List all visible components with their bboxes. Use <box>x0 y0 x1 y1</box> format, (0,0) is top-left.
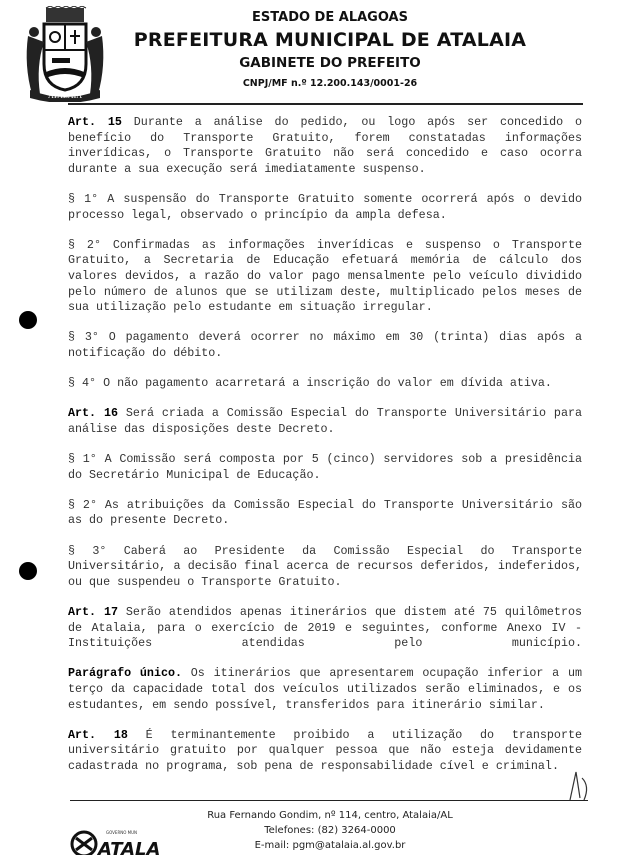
line-text: § 1° A Comissão será composta por 5 (cinco) servidores sob a presidência <box>68 452 582 467</box>
line-text: de Atalaia, para o exercício de 2019 e seguintes, conforme Anexo IV - <box>68 620 582 635</box>
punch-hole <box>19 562 37 580</box>
text-line <box>68 452 582 468</box>
paragraph <box>68 238 582 316</box>
article-lead: Parágrafo único. <box>68 666 182 681</box>
text-line <box>68 285 582 301</box>
article-art-16 <box>68 406 582 437</box>
text-line <box>68 559 582 575</box>
line-text: benefício do Transporte Gratuito, forem constatadas informações <box>68 130 582 145</box>
text-line <box>68 406 582 422</box>
document-body <box>68 115 582 789</box>
text-line <box>68 253 582 269</box>
line-text: § 3° O pagamento deverá ocorrer no máximo em 30 (trinta) dias após a <box>68 330 582 345</box>
line-text: É terminantemente proibido a utilização do transporte <box>127 727 582 742</box>
line-text: Serão atendidos apenas itinerários que distem até 75 quilômetros <box>118 605 582 619</box>
footer-government-logo <box>70 826 160 855</box>
footer-email: E-mail: pgm@atalaia.al.gov.br <box>254 840 406 851</box>
paragraph <box>68 192 582 223</box>
footer-divider <box>70 800 588 801</box>
line-text: inverídicas, o Transporte Gratuito não será concedido e caso ocorra <box>68 146 582 161</box>
logo-text: ATALAIA <box>47 91 83 100</box>
paragraph <box>68 544 582 591</box>
paragraph <box>68 498 582 529</box>
text-line <box>68 575 582 591</box>
cnpj-number: CNPJ/MF n.º 12.200.143/0001-26 <box>242 78 418 89</box>
punch-hole <box>19 311 37 329</box>
text-line <box>68 115 582 131</box>
line-text: § 1° A suspensão do Transporte Gratuito somente ocorrerá após o devido <box>68 191 582 206</box>
text-line <box>68 376 582 392</box>
text-line <box>68 666 582 682</box>
line-text: terço da capacidade total dos veículos utilizados serão eliminados, e os <box>68 681 582 696</box>
article-lead: Art. 18 <box>68 727 128 742</box>
text-line <box>68 131 582 147</box>
article-art-15 <box>68 115 582 177</box>
article-lead: Art. 17 <box>68 605 118 619</box>
text-line <box>68 682 582 698</box>
line-text: as do presente Decreto. <box>68 513 230 528</box>
text-line <box>68 330 582 346</box>
line-text: § 2° Confirmadas as informações inverídicas e suspenso o Transporte <box>68 237 582 252</box>
text-line <box>68 238 582 254</box>
line-text: ou que suspendeu o Transporte Gratuito. <box>68 574 342 589</box>
prefecture-title: PREFEITURA MUNICIPAL DE ATALAIA <box>133 29 527 51</box>
line-text: § 4° O não pagamento acarretará a inscrição do valor em dívida ativa. <box>68 376 552 391</box>
coat-of-arms-logo <box>22 6 108 102</box>
text-line <box>68 300 582 316</box>
line-text: processo legal, observado o princípio da ampla defesa. <box>68 207 447 222</box>
line-text: Os itinerários que apresentarem ocupação inferior a um <box>182 666 582 681</box>
text-line <box>68 162 582 178</box>
text-line <box>68 422 582 438</box>
article-lead: Art. 16 <box>68 406 118 421</box>
line-text: Gratuito, a Secretaria de Educação efetuará memória de cálculo dos <box>68 253 582 268</box>
text-line <box>68 346 582 362</box>
paragraph <box>68 330 582 361</box>
line-text: Universitário, a decisão final acerca de recursos deferidos, indeferidos, <box>68 559 582 574</box>
office-title: GABINETE DO PREFEITO <box>239 55 421 71</box>
line-text: Será criada a Comissão Especial do Transporte Universitário para <box>118 406 582 421</box>
line-text: valores devidos, a razão do valor pago mensalmente pelo veículo dividido <box>68 268 582 283</box>
text-line <box>68 208 582 224</box>
text-line <box>68 605 582 621</box>
text-line <box>68 544 582 560</box>
line-text: Instituições atendidas pelo município. <box>68 636 582 651</box>
logo-text: ATALA <box>98 839 160 855</box>
line-text: análise das disposições deste Decreto. <box>68 421 335 436</box>
text-line <box>68 636 582 652</box>
line-text: universitário gratuito por qualquer pessoa que não esteja devidamente <box>68 743 582 758</box>
text-line <box>68 192 582 208</box>
line-text: § 3° Caberá ao Presidente da Comissão Especial do Transporte <box>68 543 582 558</box>
line-text: § 2° As atribuições da Comissão Especial do Transporte Universitário são <box>68 497 582 512</box>
paragraph <box>68 376 582 392</box>
text-line <box>68 146 582 162</box>
state-title: ESTADO DE ALAGOAS <box>252 10 408 25</box>
article-lead: Art. 15 <box>68 115 122 129</box>
article-art-18 <box>68 728 582 775</box>
text-line <box>68 269 582 285</box>
text-line <box>68 698 582 714</box>
line-text: Durante a análise do pedido, ou logo após ser concedido o <box>121 115 582 129</box>
signature-mark <box>566 768 592 802</box>
line-text: pelo número de alunos que se utilizam deste, multiplicado pelos meses de <box>68 284 582 299</box>
line-text: durante a sua execução será imediatamente suspenso. <box>68 161 426 176</box>
text-line <box>68 468 582 484</box>
text-line <box>68 513 582 529</box>
line-text: cadastrada no programa, sob pena de responsabilidade cível e criminal. <box>68 758 559 773</box>
text-line <box>68 743 582 759</box>
logo-subtext: GOVERNO MUN <box>106 830 138 835</box>
text-line <box>68 498 582 514</box>
header-divider <box>68 103 583 105</box>
text-line <box>68 621 582 637</box>
paragraph <box>68 452 582 483</box>
line-text: notificação do débito. <box>68 345 223 360</box>
footer-address: Rua Fernando Gondim, nº 114, centro, Atalaia/AL <box>207 810 453 821</box>
line-text: sua utilização pelo estudante em situação irregular. <box>68 300 433 315</box>
text-line <box>68 759 582 775</box>
article-par-grafo-nico <box>68 666 582 713</box>
line-text: estudantes, em sendo possível, transferidos para itinerário similar. <box>68 697 545 712</box>
article-art-17 <box>68 605 582 652</box>
footer-phone: Telefones: (82) 3264-0000 <box>264 825 396 836</box>
line-text: do Secretário Municipal de Educação. <box>68 467 321 482</box>
text-line <box>68 728 582 744</box>
